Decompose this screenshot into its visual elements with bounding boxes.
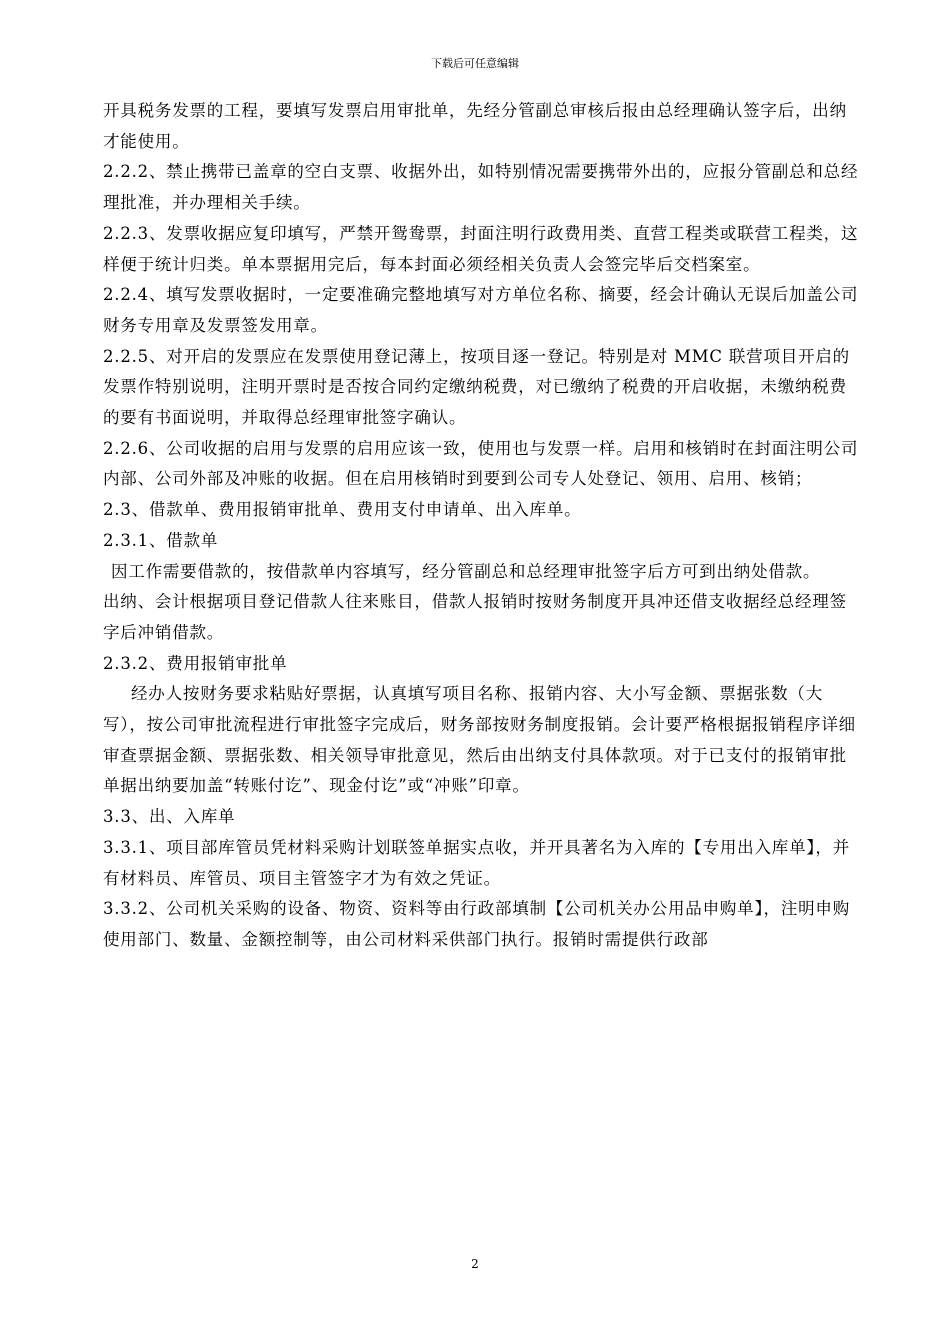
paragraph: 3.3.2、公司机关采购的设备、物资、资料等由行政部填制【公司机关办公用品申购单】，注明申购使用部门、数量、金额控制等，由公司材料采供部门执行。报销时需提供行政部 <box>103 899 851 949</box>
subsection-heading: 2.3.1、借款单 <box>103 530 219 550</box>
paragraph: 2.2.4、填写发票收据时，一定要准确完整地填写对方单位名称、摘要，经会计确认无误后加盖公司财务专用章及发票签发用章。 <box>103 285 859 335</box>
paragraph: 3.3.1、项目部库管员凭材料采购计划联签单据实点收，并开具著名为入库的【专用出入库单】，并有材料员、库管员、项目主管签字才为有效之凭证。 <box>103 837 851 888</box>
paragraph: 出纳、会计根据项目登记借款人往来账目，借款人报销时按财务制度开具冲还借支收据经总经理签字后冲销借款。 <box>103 592 847 642</box>
paragraph: 2.2.6、公司收据的启用与发票的启用应该一致，使用也与发票一样。启用和核销时在封面注明公司内部、公司外部及冲账的收据。但在启用核销时到要到公司专人处登记、领用、启用、核销； <box>103 438 859 489</box>
page-header: 下载后可任意编辑 <box>431 57 519 70</box>
paragraph: 因工作需要借款的，按借款单内容填写，经分管副总和总经理审批签字后方可到出纳处借款。 <box>111 561 821 581</box>
paragraph: 2.2.3、发票收据应复印填写，严禁开鸳鸯票，封面注明行政费用类、直营工程类或联营工程类，这样便于统计归类。单本票据用完后，每本封面必须经相关负责人会签完毕后交档案室。 <box>103 223 859 274</box>
paragraph: 经办人按财务要求粘贴好票据，认真填写项目名称、报销内容、大小写金额、票据张数（大写），按公司审批流程进行审批签字完成后，财务部按财务制度报销。会计要严格根据报销程序详细审查票据金额、票据张数、相关领导审批意见，然后由出纳支付具体款项。对于已支付的报销审批单据出纳要加盖“转账付讫”、现金付讫”或“冲账”印章。 <box>103 684 856 796</box>
page-number: 2 <box>471 1257 479 1271</box>
paragraph: 2.2.2、禁止携带已盖章的空白支票、收据外出，如特别情况需要携带外出的，应报分管副总和总经理批准，并办理相关手续。 <box>103 162 859 213</box>
paragraph: 2.2.5、对开启的发票应在发票使用登记薄上，按项目逐一登记。特别是对 MMC 联营项目开启的发票作特别说明，注明开票时是否按合同约定缴纳税费，对已缴纳了税费的开启收据，未缴纳税费的要有书面说明，并取得总经理审批签字确认。 <box>103 346 850 428</box>
section-heading: 3.3、出、入库单 <box>103 807 236 827</box>
document-body <box>103 96 863 956</box>
section-heading: 2.3、借款单、费用报销审批单、费用支付申请单、出入库单。 <box>103 500 582 520</box>
subsection-heading: 2.3.2、费用报销审批单 <box>103 653 288 673</box>
paragraph: 开具税务发票的工程，要填写发票启用审批单，先经分管副总审核后报由总经理确认签字后，出纳才能使用。 <box>103 101 847 151</box>
